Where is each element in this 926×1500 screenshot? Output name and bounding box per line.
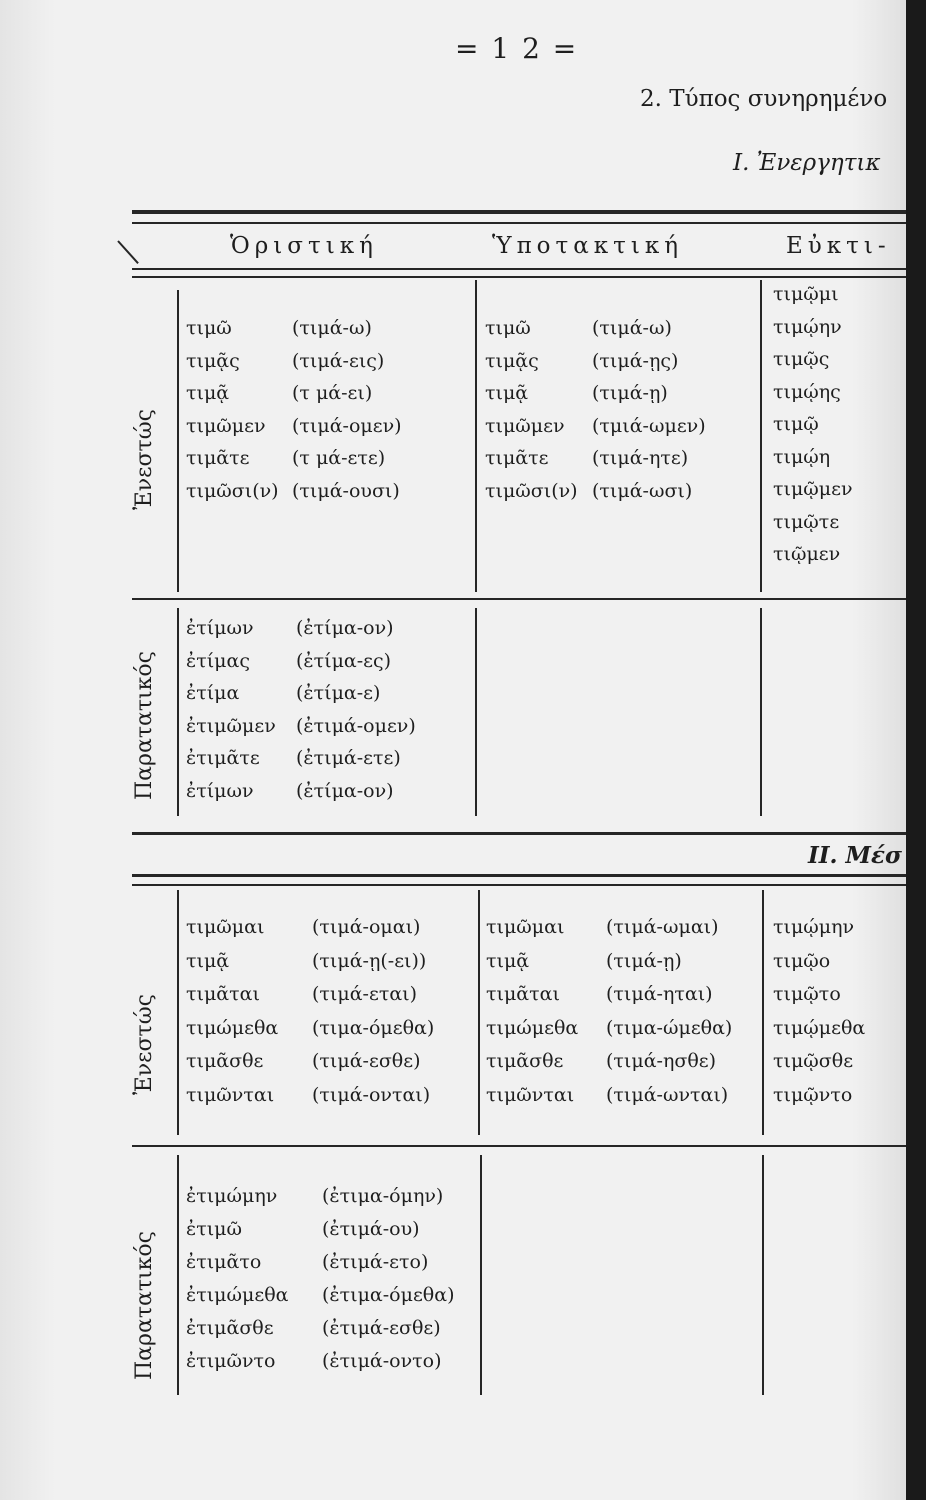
verb-form: ἐτίμα [186,682,240,704]
active-col-line-2 [475,280,477,592]
verb-form: τιμῷντο [773,1083,853,1106]
verb-form: τιμᾶτε [485,447,549,469]
verb-analysis: (ἐτιμά-ομεν) [296,714,416,737]
verb-form: τιμᾷς [485,349,539,372]
verb-analysis: (ἐτίμα-ες) [296,649,392,672]
verb-form: τιμᾶται [486,983,560,1005]
verb-analysis: (τιμά-ωσι) [592,479,693,502]
verb-form: ἐτίμων [186,617,254,639]
verb-form: ἐτιμᾶτο [186,1251,262,1273]
page-edge-shadow [906,0,926,1500]
verb-analysis: (τιμά-ῃ) [592,382,668,404]
verb-form: τιμῴην [773,315,842,338]
verb-form: τιμῷτο [773,983,841,1005]
verb-form: ἐτιμᾶσθε [186,1317,274,1339]
verb-analysis: (τιμά-ω) [292,317,372,339]
verb-analysis: (τιμά-ῃ(-ει)) [312,949,427,972]
verb-form: τιμᾷς [186,349,240,372]
verb-form: τιμῴμεθα [773,1016,866,1039]
verb-form: ἐτιμῶμεν [186,714,276,737]
middle-col-line-5 [480,1155,482,1395]
verb-analysis: (τιμά-ῃς) [592,349,679,372]
verb-form: τιμῶνται [486,1083,575,1106]
verb-form: τιμώμεθα [486,1016,579,1039]
active-present-label: Ἐνεστώς [132,409,157,510]
verb-analysis: (τιμά-ομαι) [312,916,421,938]
middle-col-line-2 [478,890,480,1135]
verb-form: τιμῷμεν [773,478,853,500]
verb-form: τιμῶμεν [186,414,266,437]
section-title: 2. Τύπος συνηρημένο [640,86,888,112]
verb-form: τιμῶμαι [486,916,565,938]
middle-section-rule [132,1145,906,1147]
verb-form: τιμῶμεν [485,414,565,437]
middle-col-line-4 [177,1155,179,1395]
verb-form: ἐτιμώμεθα [186,1284,289,1306]
verb-form: ἐτιμώμην [186,1185,278,1207]
verb-analysis: (τιμά-ω) [592,317,672,339]
verb-analysis: (ἐτιμά-ετο) [322,1251,429,1273]
header-optative: Εὐκτι- [786,233,891,259]
verb-analysis: (ἐτιμά-ου) [322,1218,420,1240]
verb-analysis: (ἐτιμά-εσθε) [322,1317,441,1339]
voice-middle-heading: II. Μέσ [808,842,902,869]
verb-form: τιμῷ [773,413,819,435]
active-imperfect-label: Παρατατικός [132,651,157,800]
verb-form: τιμῷτε [773,510,840,533]
active-col-line-6 [760,608,762,816]
verb-analysis: (τιμά-ηται) [606,983,713,1005]
verb-analysis: (τιμα-όμεθα) [312,1016,435,1039]
verb-form: τιμῶνται [186,1083,275,1106]
verb-analysis: (ἐτιμα-όμεθα) [322,1284,455,1306]
header-indicative: Ὁριστική [230,233,378,259]
verb-form: τιμῷς [773,348,830,370]
verb-analysis: (τιμά-ονται) [312,1083,431,1106]
verb-analysis: (τ μά-ει) [292,382,373,404]
verb-analysis: (τιμά-ουσι) [292,479,400,502]
verb-form: τιμῴη [773,445,831,468]
active-col-line-4 [177,608,179,816]
verb-analysis: (τιμά-ῃ) [606,949,682,972]
verb-form: τιμώμεθα [186,1016,279,1039]
verb-form: τιμᾶσθε [186,1050,264,1072]
verb-form: τιμᾷ [186,949,230,972]
verb-form: τιμᾶτε [186,447,250,469]
middle-present-label: Ἐνεστώς [132,994,157,1095]
middle-top-rule [132,832,906,835]
middle-col-line-6 [762,1155,764,1395]
verb-analysis: (τιμά-ωνται) [606,1083,729,1106]
verb-form: τιμῶσι(ν) [485,479,578,502]
verb-form: ἐτιμᾶτε [186,747,260,769]
verb-analysis: (τιμα-ώμεθα) [606,1016,733,1039]
middle-header-rule-2 [132,884,906,886]
middle-col-line-3 [762,890,764,1135]
verb-form: τιμᾷ [485,382,529,404]
verb-analysis: (τιμά-ητε) [592,447,689,469]
verb-analysis: (τμιά-ωμεν) [592,414,706,437]
verb-form: τιμῶσι(ν) [186,479,279,502]
verb-form: τιμῴης [773,380,841,403]
active-col-line-5 [475,608,477,816]
verb-form: τιμᾶσθε [486,1050,564,1072]
verb-analysis: (τιμά-ομεν) [292,414,402,437]
active-col-line-1 [177,290,179,592]
verb-form: τιμῶμαι [186,916,265,938]
verb-form: ἐτίμων [186,779,254,802]
verb-form: τιμῶ [186,317,232,339]
verb-form: ἐτιμῶ [186,1218,242,1240]
voice-active-heading: I. Ἐνεργητικ [733,150,881,176]
verb-analysis: (τιμά-εις) [292,349,385,372]
header-top-rule [132,222,906,224]
header-subjunctive: Ὑποτακτική [492,233,684,259]
verb-form: τιμῴμην [773,916,855,938]
verb-form: ἐτιμῶντο [186,1350,276,1372]
verb-analysis: (ἐτιμά-ετε) [296,747,401,769]
verb-analysis: (τιμά-εσθε) [312,1050,421,1072]
verb-analysis: (ἐτίμα-ον) [296,617,394,639]
verb-analysis: (ἐτιμα-όμην) [322,1185,444,1207]
verb-analysis: (τιμά-ωμαι) [606,916,719,938]
verb-analysis: (ἐτιμά-οντο) [322,1350,442,1372]
verb-form: τιμῷο [773,949,831,972]
verb-form: τιμᾷ [186,382,230,404]
verb-analysis: (ἐτίμα-ε) [296,682,381,704]
active-col-line-3 [760,280,762,592]
header-bottom-rule [132,268,906,270]
verb-form: τιμᾷ [486,949,530,972]
verb-analysis: (τ μά-ετε) [292,447,386,469]
middle-col-line-1 [177,890,179,1135]
middle-header-rule [132,874,906,877]
verb-analysis: (τιμά-ησθε) [606,1050,717,1072]
verb-analysis: (τιμά-εται) [312,983,418,1005]
page-number: = 1 2 = [455,32,579,65]
verb-analysis: (ἐτίμα-ον) [296,779,394,802]
middle-imperfect-label: Παρατατικός [132,1231,157,1380]
verb-form: τιμῶ [485,317,531,339]
active-section-rule [132,598,906,600]
verb-form: τιμᾶται [186,983,260,1005]
header-bottom-rule-2 [132,276,906,278]
table-top-rule [132,210,906,214]
verb-form: ἐτίμας [186,649,250,672]
verb-form: τιμῷμι [773,283,839,305]
verb-form: τιῷμεν [773,543,841,565]
verb-form: τιμῷσθε [773,1050,854,1072]
